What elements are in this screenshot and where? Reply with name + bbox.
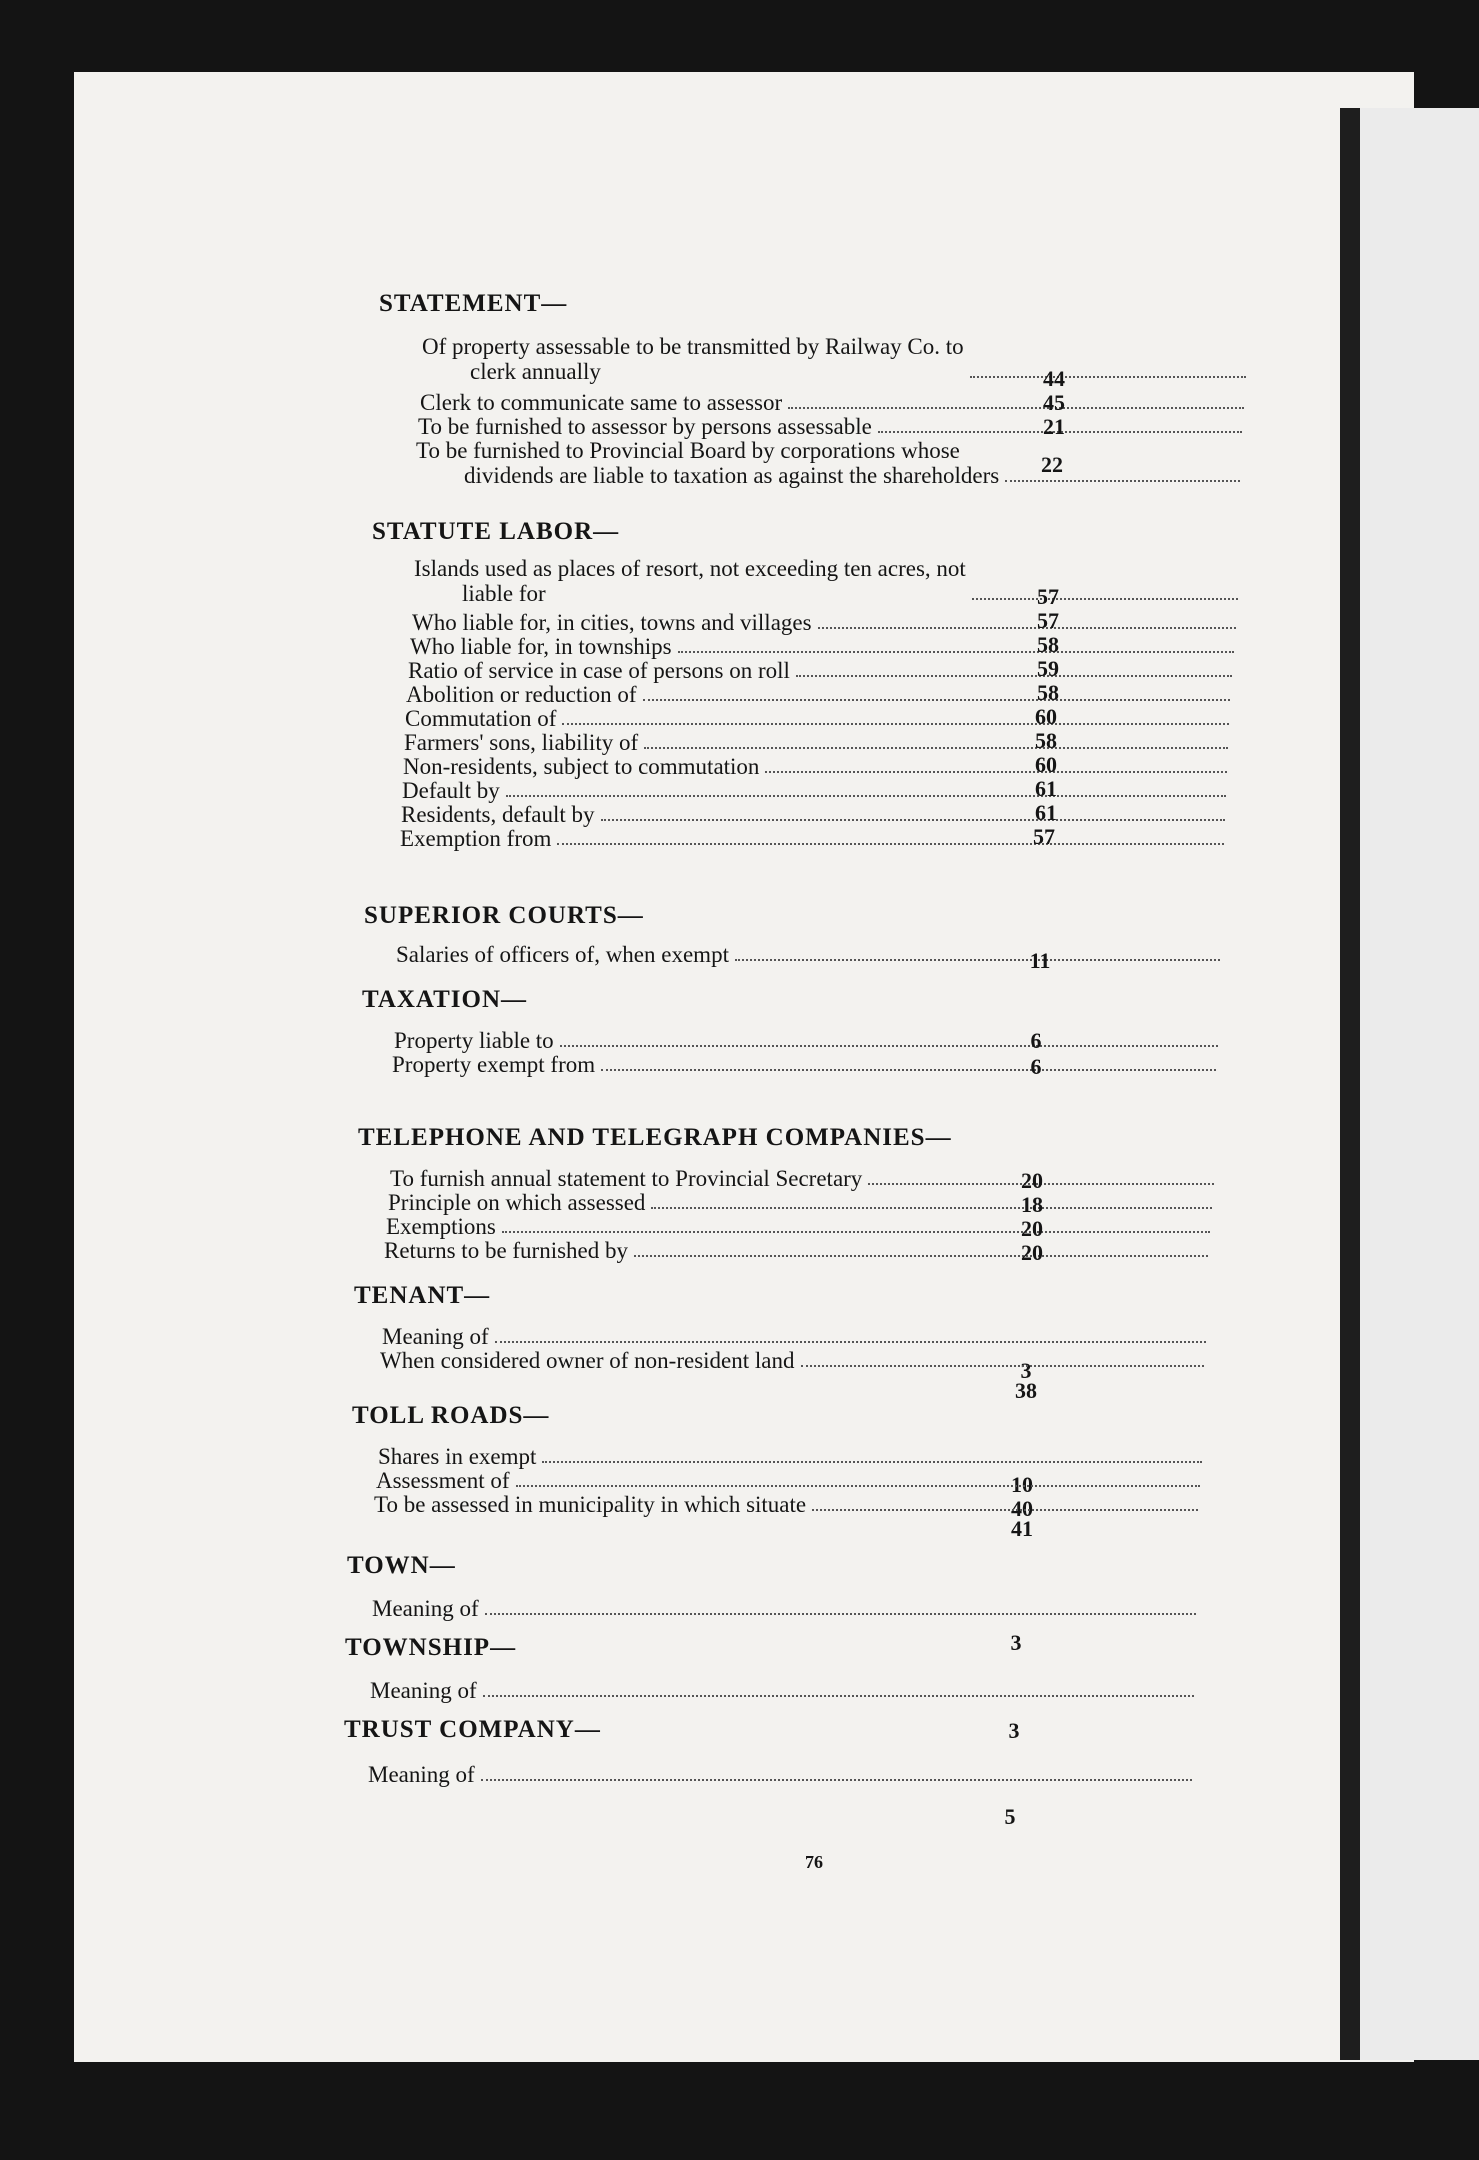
entry-text: Farmers' sons, liability of xyxy=(404,730,639,755)
entry-text: Meaning of xyxy=(382,1324,489,1349)
entry-text: Exemption from xyxy=(400,826,552,851)
index-entry xyxy=(376,1468,1206,1493)
index-entry xyxy=(392,1052,1222,1077)
page-number: 61 xyxy=(1035,800,1057,825)
index-entry xyxy=(384,1238,1214,1263)
section-heading: TENANT— xyxy=(354,1282,491,1309)
leader-dots xyxy=(678,651,1234,653)
page-number: 40 xyxy=(1011,1496,1033,1521)
entry-text: Default by xyxy=(402,778,500,803)
index-entry xyxy=(405,706,1235,731)
section-heading: TOLL ROADS— xyxy=(352,1402,550,1429)
facing-page xyxy=(1360,108,1479,2060)
index-entry xyxy=(390,1166,1220,1191)
page-number: 21 xyxy=(1043,414,1065,439)
leader-dots xyxy=(812,1509,1198,1511)
entry-text: Non-residents, subject to commutation xyxy=(403,754,760,779)
index-entry xyxy=(403,754,1233,779)
entry-text: Ratio of service in case of persons on roll xyxy=(408,658,790,683)
index-entry xyxy=(404,730,1234,755)
leader-dots xyxy=(562,723,1229,725)
leader-dots xyxy=(601,1069,1216,1071)
entry-text: Principle on which assessed xyxy=(388,1190,646,1215)
page-number: 60 xyxy=(1035,752,1057,777)
entry-text: To be furnished to assessor by persons assessable xyxy=(418,414,872,439)
entry-text: Abolition or reduction of xyxy=(406,682,637,707)
entry-text: Exemptions xyxy=(386,1214,496,1239)
section-heading: TELEPHONE AND TELEGRAPH COMPANIES— xyxy=(358,1124,952,1151)
entry-text: Property exempt from xyxy=(392,1052,596,1077)
index-entry xyxy=(416,438,1246,488)
entry-text: Of property assessable to be transmitted by Railway Co. to clerk annually xyxy=(422,334,964,384)
index-entry xyxy=(414,556,1244,606)
page-number: 10 xyxy=(1011,1472,1033,1497)
page-number: 38 xyxy=(1015,1378,1037,1403)
index-entry xyxy=(396,942,1226,967)
leader-dots xyxy=(644,747,1228,749)
index-entry xyxy=(378,1444,1208,1469)
index-entry xyxy=(386,1214,1216,1239)
entry-text: Commutation of xyxy=(405,706,557,731)
leader-dots xyxy=(788,407,1244,409)
page-number: 20 xyxy=(1021,1240,1043,1265)
index-entry xyxy=(406,682,1236,707)
leader-dots xyxy=(506,795,1226,797)
entry-text: Residents, default by xyxy=(401,802,595,827)
page-number: 60 xyxy=(1035,704,1057,729)
entry-text: To be assessed in municipality in which situate xyxy=(374,1492,807,1517)
index-entry xyxy=(420,390,1250,415)
page-number: 18 xyxy=(1021,1192,1043,1217)
section-heading: TRUST COMPANY— xyxy=(344,1716,601,1743)
leader-dots xyxy=(765,771,1227,773)
page-number: 58 xyxy=(1037,632,1059,657)
index-entry xyxy=(418,414,1248,439)
index-entry xyxy=(382,1324,1212,1349)
leader-dots xyxy=(542,1461,1202,1463)
leader-dots xyxy=(735,959,1220,961)
page-number: 57 xyxy=(1037,584,1059,609)
page-number: 6 xyxy=(1030,1028,1042,1053)
leader-dots xyxy=(495,1341,1206,1343)
page-number: 41 xyxy=(1011,1516,1033,1541)
entry-text: To furnish annual statement to Provincial Secretary xyxy=(390,1166,863,1191)
leader-dots xyxy=(560,1045,1218,1047)
page-number: 6 xyxy=(1030,1054,1042,1079)
index-entry xyxy=(410,634,1240,659)
page-number: 5 xyxy=(1004,1804,1016,1829)
entry-text: Salaries of officers of, when exempt xyxy=(396,942,729,967)
index-entry xyxy=(380,1348,1210,1373)
page-number: 3 xyxy=(1008,1718,1020,1743)
page-number: 58 xyxy=(1037,680,1059,705)
index-entry xyxy=(422,334,1252,384)
page-number: 20 xyxy=(1021,1168,1043,1193)
leader-dots xyxy=(643,699,1230,701)
index-entry xyxy=(412,610,1242,635)
page-number: 57 xyxy=(1037,608,1059,633)
page-number: 45 xyxy=(1043,390,1065,415)
entry-text: Meaning of xyxy=(372,1596,479,1621)
index-entry xyxy=(388,1190,1218,1215)
entry-text: Who liable for, in cities, towns and villages xyxy=(412,610,812,635)
page-number: 20 xyxy=(1021,1216,1043,1241)
page-number: 59 xyxy=(1037,656,1059,681)
leader-dots xyxy=(801,1365,1205,1367)
entry-text: Islands used as places of resort, not exceeding ten acres, not liable for xyxy=(414,556,966,606)
leader-dots xyxy=(796,675,1232,677)
leader-dots xyxy=(502,1231,1210,1233)
leader-dots xyxy=(483,1695,1194,1697)
page-binding-edge xyxy=(1340,108,1360,2060)
leader-dots xyxy=(970,376,1246,378)
index-entry xyxy=(394,1028,1224,1053)
page-number: 3 xyxy=(1020,1358,1032,1383)
entry-text: To be furnished to Provincial Board by corporations whose dividends are liable to taxation as against the shareholders xyxy=(416,438,1000,488)
index-entry xyxy=(372,1596,1202,1621)
scanned-page xyxy=(74,72,1414,2062)
entry-text: Property liable to xyxy=(394,1028,554,1053)
leader-dots xyxy=(634,1255,1208,1257)
index-entry xyxy=(374,1492,1204,1517)
section-heading: TAXATION— xyxy=(362,986,528,1013)
section-heading: SUPERIOR COURTS— xyxy=(364,902,644,929)
entry-text: Clerk to communicate same to assessor xyxy=(420,390,783,415)
entry-text: Who liable for, in townships xyxy=(410,634,672,659)
page-number: 58 xyxy=(1035,728,1057,753)
page-number: 57 xyxy=(1033,824,1055,849)
entry-text: Assessment of xyxy=(376,1468,510,1493)
page-number: 3 xyxy=(1010,1630,1022,1655)
entry-text: Meaning of xyxy=(368,1762,475,1787)
page-number: 44 xyxy=(1043,366,1065,391)
index-entry xyxy=(368,1762,1198,1787)
section-heading: TOWNSHIP— xyxy=(345,1634,517,1661)
index-content xyxy=(74,72,1414,2062)
leader-dots xyxy=(1005,480,1240,482)
leader-dots xyxy=(601,819,1225,821)
folio-number: 76 xyxy=(805,1852,823,1872)
leader-dots xyxy=(557,843,1224,845)
page-number: 61 xyxy=(1035,776,1057,801)
index-entry xyxy=(408,658,1238,683)
entry-text: When considered owner of non-resident land xyxy=(380,1348,795,1373)
entry-text: Returns to be furnished by xyxy=(384,1238,629,1263)
section-heading: STATEMENT— xyxy=(379,290,568,317)
index-entry xyxy=(401,802,1231,827)
leader-dots xyxy=(651,1207,1212,1209)
page-number: 11 xyxy=(1029,948,1051,973)
leader-dots xyxy=(481,1779,1192,1781)
section-heading: STATUTE LABOR— xyxy=(372,518,620,545)
index-entry xyxy=(370,1678,1200,1703)
leader-dots xyxy=(485,1613,1196,1615)
leader-dots xyxy=(516,1485,1200,1487)
page-number: 22 xyxy=(1041,452,1063,477)
leader-dots xyxy=(972,598,1238,600)
section-heading: TOWN— xyxy=(347,1552,456,1579)
entry-text: Shares in exempt xyxy=(378,1444,537,1469)
entry-text: Meaning of xyxy=(370,1678,477,1703)
index-entry xyxy=(400,826,1230,851)
index-entry xyxy=(402,778,1232,803)
